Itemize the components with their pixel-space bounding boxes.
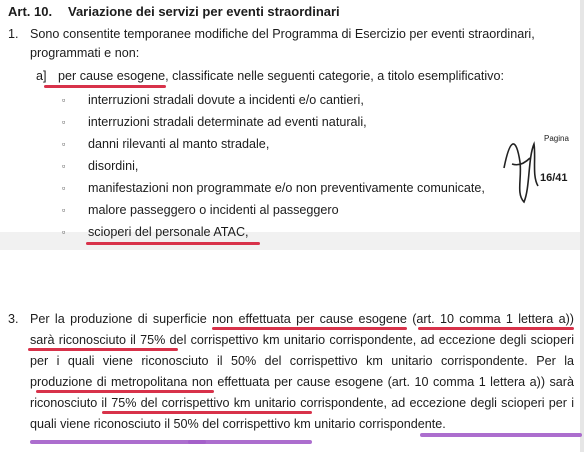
bullet-icon: ▫ <box>62 117 66 127</box>
bullet-icon: ▫ <box>62 95 66 105</box>
para3-line2: sarà riconosciuto il 75% del corrispettivo km unitario corrispondente, ad eccezione degli scioperi <box>30 333 574 347</box>
item-a-rest: , classificate nelle seguenti categorie, a titolo esemplificativo: <box>165 69 504 83</box>
bullet-icon: ▫ <box>62 139 66 149</box>
para1-line1: Sono consentite temporanee modifiche del Programma di Esercizio per eventi straordinari, <box>30 27 535 41</box>
bullet-item: malore passeggero o incidenti al passeggero <box>88 203 339 217</box>
bullet-icon: ▫ <box>62 227 66 237</box>
bullet-item: interruzioni stradali dovute a incidenti e/o cantieri, <box>88 93 364 107</box>
item-a-label: a] <box>36 69 47 83</box>
bullet-icon: ▫ <box>62 161 66 171</box>
bullet-icon: ▫ <box>62 183 66 193</box>
scan-edge <box>580 0 584 452</box>
para3-line5: riconosciuto il 75% del corrispettivo km unitario corrispondente, ad eccezione degli scioperi per i <box>30 396 574 410</box>
bullet-item: interruzioni stradali determinate ad eventi naturali, <box>88 115 367 129</box>
bullet-item: manifestazioni non programmate e/o non preventivamente comunicate, <box>88 181 485 195</box>
underline-art10 <box>418 327 574 330</box>
para3-line1: Per la produzione di superficie non effettuata per cause esogene (art. 10 comma 1 lettera a)) <box>30 312 574 326</box>
para3-line6: quali viene riconosciuto il 50% del corrispettivo km unitario corrispondente. <box>30 417 446 431</box>
underline-riconosciuto-75 <box>28 348 178 351</box>
purple-underline-scioperi <box>420 433 582 437</box>
page-number: 16/41 <box>540 172 568 184</box>
underline-non-effettuata <box>212 327 407 330</box>
bullet-item: disordini, <box>88 159 139 173</box>
purple-underline-quali <box>30 440 206 444</box>
article-title: Variazione dei servizi per eventi straordinari <box>68 4 340 19</box>
underline-cause-esogene <box>44 85 166 88</box>
item-a-text <box>58 68 504 84</box>
para3-line4: produzione di metropolitana non effettuata per cause esogene (art. 10 comma 1 lettera a)) sarà <box>30 375 574 389</box>
underline-75-corrispettivo <box>102 411 312 414</box>
purple-underline-50 <box>188 440 312 444</box>
para3-number: 3. <box>8 312 19 326</box>
para1-line2: programmati e non: <box>30 46 140 60</box>
bullet-icon: ▫ <box>62 205 66 215</box>
bullet-item: scioperi del personale ATAC, <box>88 225 249 239</box>
underline-scioperi-atac <box>86 242 260 245</box>
bullet-item: danni rilevanti al manto stradale, <box>88 137 270 151</box>
item-a-highlight: per cause esogene <box>58 69 166 83</box>
para1-number: 1. <box>8 27 19 41</box>
page-label: Pagina <box>544 134 569 143</box>
para3-line3: per i quali viene riconosciuto il 50% del corrispettivo km unitario corrispondente. Per la <box>30 354 574 368</box>
article-number: Art. 10. <box>8 4 53 19</box>
underline-metropolitana <box>36 390 214 393</box>
